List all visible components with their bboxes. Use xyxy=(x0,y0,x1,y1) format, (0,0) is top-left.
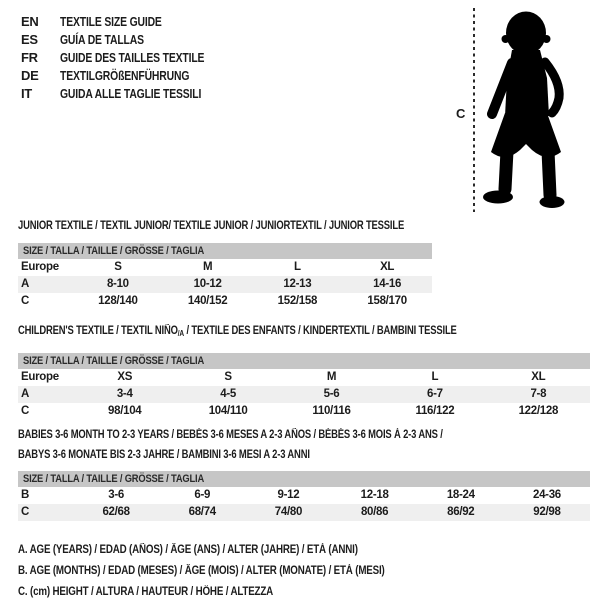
table-cell: 5-6 xyxy=(323,388,340,400)
table-cell: 3-6 xyxy=(108,489,124,501)
table-row xyxy=(18,369,590,386)
table-cell: 110/116 xyxy=(312,405,351,417)
babies-table-body xyxy=(18,487,590,521)
junior-table-body xyxy=(18,259,432,310)
language-title-list xyxy=(21,13,240,103)
size-header-label: SIZE / TALLA / TAILLE / GRÖSSE / TAGLIA xyxy=(23,245,205,257)
language-row-es xyxy=(21,31,240,49)
table-cell: M xyxy=(326,371,337,383)
table-cell: 6-7 xyxy=(427,388,443,400)
table-cell: 10-12 xyxy=(193,278,222,290)
table-cell: 18-24 xyxy=(446,489,475,501)
language-code: EN xyxy=(21,14,39,29)
table-cell: 12-13 xyxy=(283,278,312,290)
table-cell: 140/152 xyxy=(187,295,228,307)
language-title: GUÍA DE TALLAS xyxy=(60,32,144,47)
table-cell: 158/170 xyxy=(367,295,407,307)
table-row xyxy=(18,259,432,276)
junior-section-title: JUNIOR TEXTILE / TEXTIL JUNIOR/ TEXTILE JUNIOR / JUNIORTEXTIL / JUNIOR TESSILE xyxy=(18,220,405,232)
size-header-bar xyxy=(18,243,432,259)
row-label: A xyxy=(21,388,30,400)
language-title: GUIDA ALLE TAGLIE TESSILI xyxy=(60,86,202,101)
children-size-table xyxy=(18,353,590,420)
footnote-age-years: A. AGE (YEARS) / EDAD (AÑOS) / ÂGE (ANS) / ALTER (JAHRE) / ETÀ (ANNI) xyxy=(18,544,358,556)
table-cell: 14-16 xyxy=(373,278,402,290)
language-code: ES xyxy=(21,32,38,47)
language-code: FR xyxy=(21,50,38,65)
table-cell: 9-12 xyxy=(277,489,300,501)
table-cell: 62/68 xyxy=(102,506,130,518)
size-header-label: SIZE / TALLA / TAILLE / GRÖSSE / TAGLIA xyxy=(23,473,205,485)
children-title-rest: / TEXTILE DES ENFANTS / KINDERTEXTIL / BAMBINI TESSILE xyxy=(183,325,457,337)
table-row xyxy=(18,386,590,403)
language-code: IT xyxy=(21,86,32,101)
footnote-age-months: B. AGE (MONTHS) / EDAD (MESES) / ÂGE (MOIS) / ALTER (MONATE) / ETÀ (MESI) xyxy=(18,565,385,577)
table-cell: XL xyxy=(380,261,395,273)
table-cell: 98/104 xyxy=(108,405,142,417)
table-cell: 7-8 xyxy=(530,388,547,400)
table-cell: XL xyxy=(531,371,546,383)
table-row xyxy=(18,487,590,504)
table-row xyxy=(18,403,590,420)
footnotes xyxy=(18,540,449,600)
table-cell: 4-5 xyxy=(220,388,236,400)
language-row-de xyxy=(21,67,240,85)
footnote-height-cm: C. (cm) HEIGHT / ALTURA / HAUTEUR / HÖHE / ALTEZZA xyxy=(18,586,274,598)
height-label-c: C xyxy=(456,106,466,121)
babies-title-line-2: BABYS 3-6 MONATE BIS 2-3 JAHRE / BAMBINI 3-6 MESI A 2-3 ANNI xyxy=(18,449,310,461)
junior-size-table xyxy=(18,243,432,310)
table-cell: L xyxy=(431,371,439,383)
row-label: A xyxy=(21,278,30,290)
table-cell: S xyxy=(114,261,122,273)
language-title: TEXTILE SIZE GUIDE xyxy=(60,14,162,29)
table-row xyxy=(18,276,432,293)
table-cell: L xyxy=(294,261,301,273)
row-label: C xyxy=(21,295,30,307)
table-cell: 86/92 xyxy=(447,506,475,518)
row-label: C xyxy=(21,506,30,518)
height-measure-dotted-line xyxy=(473,8,475,212)
size-header-bar xyxy=(18,353,590,369)
table-cell: 74/80 xyxy=(274,506,303,518)
table-cell: 6-9 xyxy=(194,489,211,501)
row-label: C xyxy=(21,405,30,417)
children-title-main: CHILDREN'S TEXTILE / TEXTIL NIÑO xyxy=(18,325,178,337)
language-row-en xyxy=(21,13,240,31)
table-cell: 24-36 xyxy=(532,489,561,501)
table-cell: 92/98 xyxy=(533,506,561,518)
babies-title-line-1: BABIES 3-6 MONTH TO 2-3 YEARS / BEBÉS 3-6 MESES A 2-3 AÑOS / BÉBÉS 3-6 MOIS À 2-3 ANS / xyxy=(18,429,443,441)
table-cell: M xyxy=(202,261,213,273)
table-cell: 3-4 xyxy=(116,388,133,400)
size-header-bar xyxy=(18,471,590,487)
children-title-subscript: /A xyxy=(177,329,184,338)
language-code: DE xyxy=(21,68,39,83)
children-section-title xyxy=(18,324,457,341)
table-cell: 104/110 xyxy=(208,405,248,417)
language-title: TEXTILGRÖßENFÜHRUNG xyxy=(60,68,190,83)
table-cell: S xyxy=(224,371,232,383)
table-cell: XS xyxy=(117,371,133,383)
table-cell: 12-18 xyxy=(360,489,389,501)
row-label: Europe xyxy=(21,261,59,273)
table-row xyxy=(18,293,432,310)
table-cell: 116/122 xyxy=(415,405,455,417)
row-label: Europe xyxy=(21,371,59,383)
baby-silhouette-icon xyxy=(481,8,577,213)
language-row-fr xyxy=(21,49,240,67)
table-cell: 122/128 xyxy=(518,405,559,417)
children-table-body xyxy=(18,369,590,420)
babies-size-table xyxy=(18,471,590,521)
table-cell: 68/74 xyxy=(188,506,216,518)
babies-section-title xyxy=(18,425,443,465)
table-cell: 80/86 xyxy=(360,506,389,518)
table-row xyxy=(18,504,590,521)
language-row-it xyxy=(21,85,240,103)
size-header-label: SIZE / TALLA / TAILLE / GRÖSSE / TAGLIA xyxy=(23,355,205,367)
language-title: GUIDE DES TAILLES TEXTILE xyxy=(60,50,205,65)
table-cell: 8-10 xyxy=(106,278,129,290)
table-cell: 152/158 xyxy=(277,295,318,307)
table-cell: 128/140 xyxy=(98,295,138,307)
row-label: B xyxy=(21,489,30,501)
